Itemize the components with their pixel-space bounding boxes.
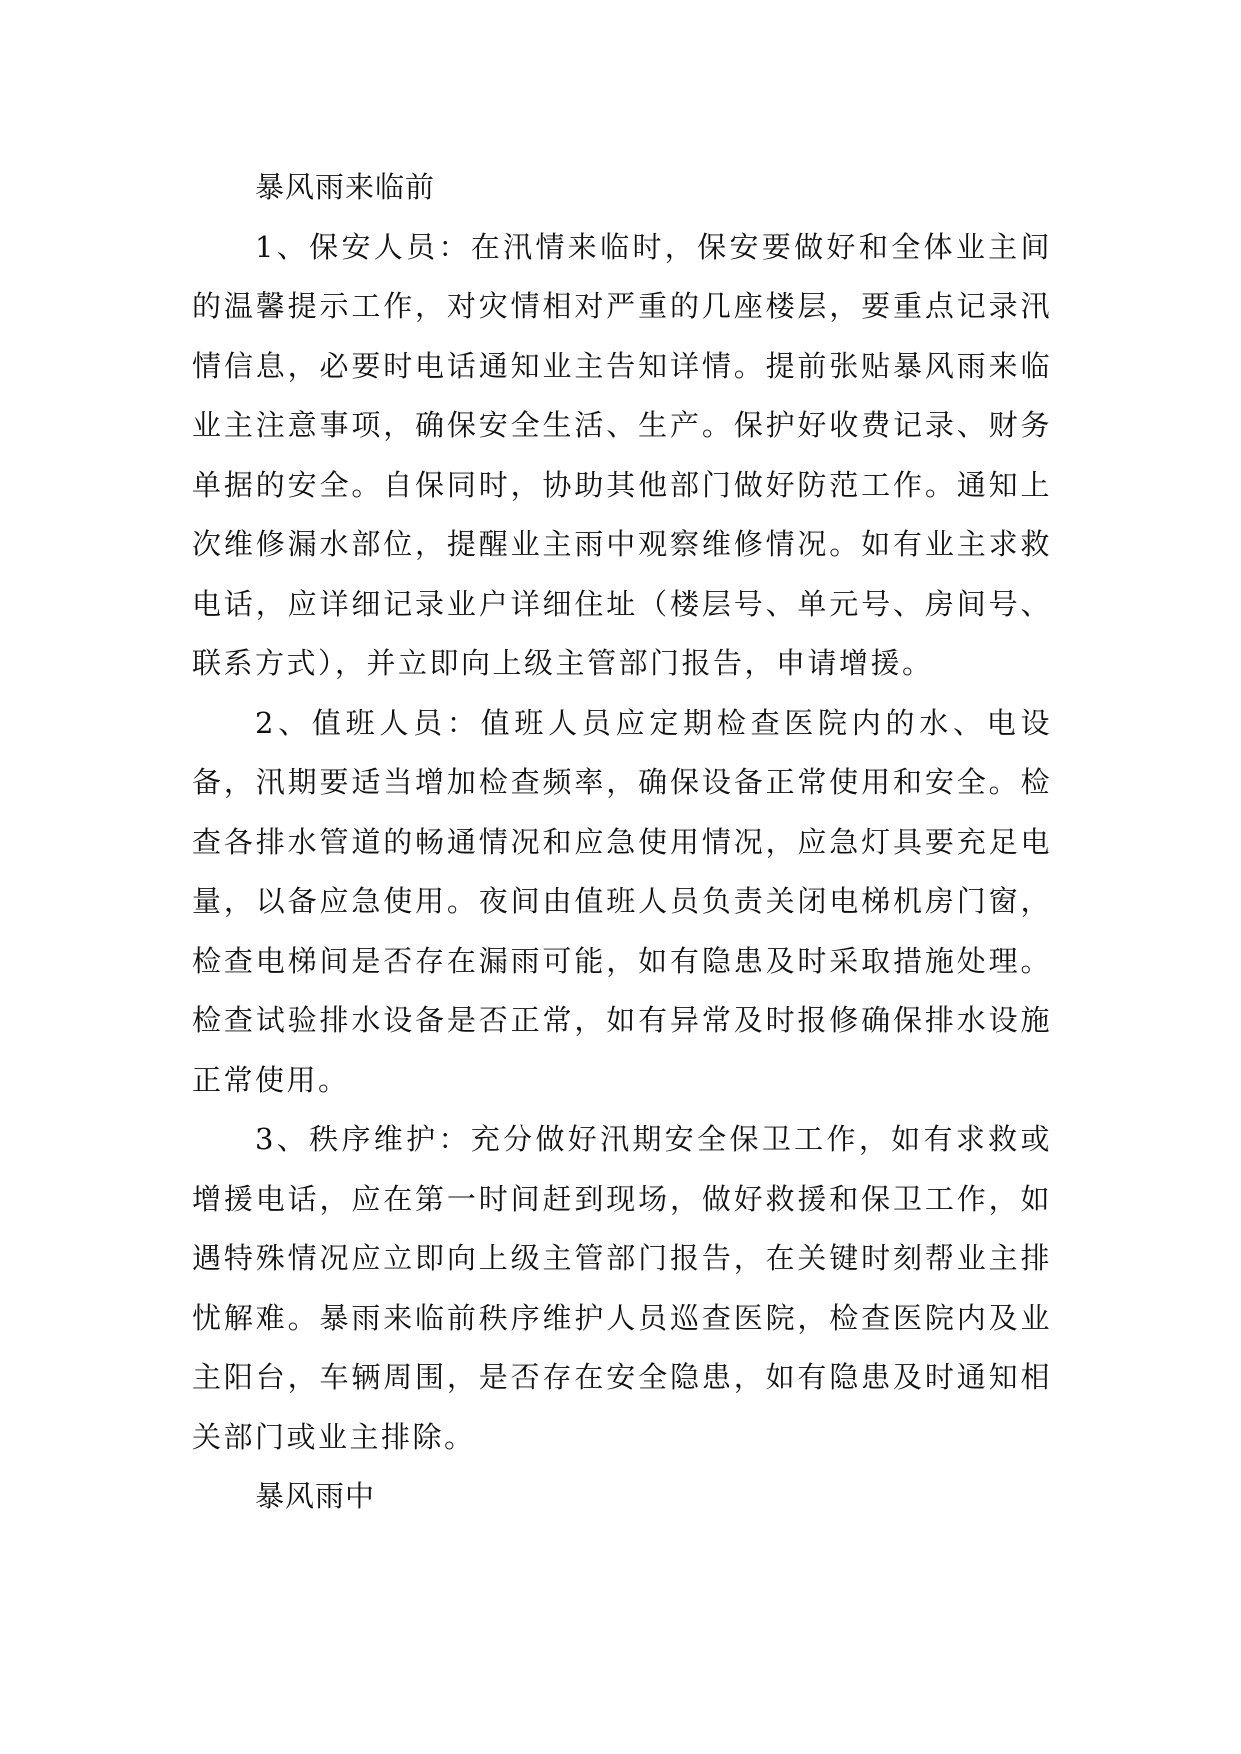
paragraph-duty-staff: 2、值班人员：值班人员应定期检查医院内的水、电设备，汛期要适当增加检查频率，确保设备正常使用和安全。检查各排水管道的畅通情况和应急使用情况，应急灯具要充足电量，以备应急使用。夜间由值班人员负责关闭电梯机房门窗，检查电梯间是否存在漏雨可能，如有隐患及时采取措施处理。检查试验排水设备是否正常，如有异常及时报修确保排水设施正常使用。 <box>192 705 1052 1097</box>
paragraph-security-staff: 1、保安人员：在汛情来临时，保安要做好和全体业主间的温馨提示工作，对灾情相对严重的几座楼层，要重点记录汛情信息，必要时电话通知业主告知详情。提前张贴暴风雨来临业主注意事项，确保安全生活、生产。保护好收费记录、财务单据的安全。自保同时，协助其他部门做好防范工作。通知上次维修漏水部位，提醒业主雨中观察维修情况。如有业主求救电话，应详细记录业户详细住址（楼层号、单元号、房间号、联系方式），并立即向上级主管部门报告，申请增援。 <box>192 229 1052 680</box>
section-heading-during-storm: 暴风雨中 <box>255 1479 376 1513</box>
paragraph-order-maintenance: 3、秩序维护：充分做好汛期安全保卫工作，如有求救或增援电话，应在第一时间赶到现场，做好救援和保卫工作，如遇特殊情况应立即向上级主管部门报告，在关键时刻帮业主排忧解难。暴雨来临前秩序维护人员巡查医院，检查医院内及业主阳台，车辆周围，是否存在安全隐患，如有隐患及时通知相关部门或业主排除。 <box>192 1122 1052 1454</box>
section-heading-before-storm: 暴风雨来临前 <box>255 170 436 204</box>
document-body <box>192 158 1052 1527</box>
